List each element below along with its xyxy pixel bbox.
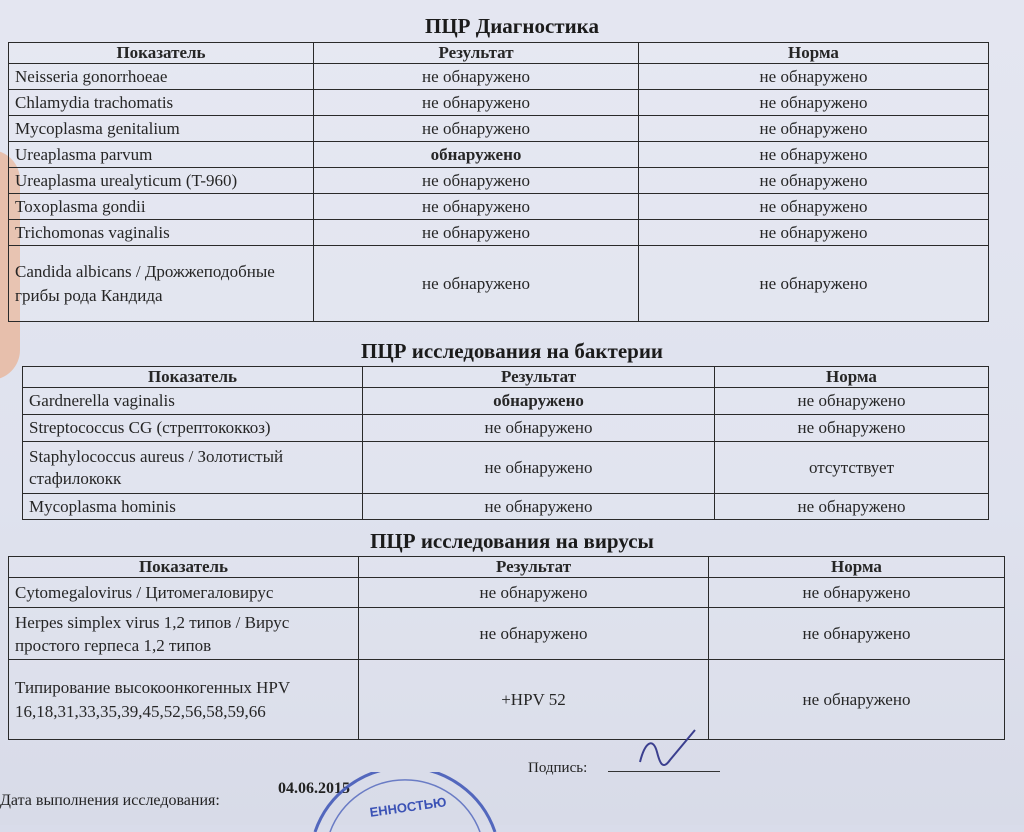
result-value-positive: +HPV 52: [359, 660, 709, 740]
signature-label: Подпись:: [528, 760, 588, 776]
norm-value: не обнаружено: [715, 388, 989, 415]
indicator-name: Mycoplasma hominis: [23, 494, 363, 520]
result-value: не обнаружено: [363, 494, 715, 520]
result-value-positive: обнаружено: [363, 388, 715, 415]
result-value: не обнаружено: [359, 608, 709, 660]
table-viruses: [8, 556, 1005, 740]
result-value: не обнаружено: [314, 220, 639, 246]
column-header-norm: Норма: [709, 557, 1005, 578]
result-value: не обнаружено: [314, 246, 639, 322]
table-row: [9, 608, 1005, 660]
norm-value: не обнаружено: [639, 142, 989, 168]
column-header-indicator: Показатель: [9, 557, 359, 578]
result-value: не обнаружено: [359, 578, 709, 608]
indicator-name: Gardnerella vaginalis: [23, 388, 363, 415]
table-row: [9, 578, 1005, 608]
indicator-name: Cytomegalovirus / Цитомегаловирус: [9, 578, 359, 608]
stamp-seal: [305, 772, 505, 832]
column-header-norm: Норма: [639, 43, 989, 64]
stamp-text: ЕННОСТЬЮ: [368, 794, 448, 820]
table-pcr-diagnostics: [8, 42, 989, 322]
table-header-row: [9, 43, 989, 64]
table-row: [9, 64, 989, 90]
indicator-name: Neisseria gonorrhoeae: [9, 64, 314, 90]
indicator-name: Herpes simplex virus 1,2 типов / Вирус простого герпеса 1,2 типов: [9, 608, 359, 660]
indicator-name: Candida albicans / Дрожжеподобные грибы рода Кандида: [9, 246, 314, 322]
table-row: [9, 90, 989, 116]
norm-value: не обнаружено: [715, 415, 989, 442]
table-row: [9, 142, 989, 168]
norm-value: не обнаружено: [639, 220, 989, 246]
norm-value: не обнаружено: [639, 246, 989, 322]
table-row: [9, 660, 1005, 740]
table-row: [9, 246, 989, 322]
table-bacteria: [22, 366, 989, 520]
indicator-name: Staphylococcus aureus / Золотистый стафилококк: [23, 442, 363, 494]
norm-value: не обнаружено: [709, 660, 1005, 740]
indicator-name: Ureaplasma parvum: [9, 142, 314, 168]
result-value-positive: обнаружено: [314, 142, 639, 168]
indicator-name: Trichomonas vaginalis: [9, 220, 314, 246]
indicator-name: Типирование высокоонкогенных HPV 16,18,31,33,35,39,45,52,56,58,59,66: [9, 660, 359, 740]
norm-value: не обнаружено: [639, 64, 989, 90]
section-title-viruses: ПЦР исследования на вирусы: [370, 529, 654, 553]
norm-value: не обнаружено: [709, 578, 1005, 608]
date-value: 04.06.2015: [278, 780, 350, 797]
norm-value: отсутствует: [715, 442, 989, 494]
table-row: [23, 494, 989, 520]
result-value: не обнаружено: [363, 442, 715, 494]
norm-value: не обнаружено: [639, 194, 989, 220]
result-value: не обнаружено: [314, 64, 639, 90]
result-value: не обнаружено: [363, 415, 715, 442]
norm-value: не обнаружено: [715, 494, 989, 520]
norm-value: не обнаружено: [639, 168, 989, 194]
table-row: [23, 415, 989, 442]
column-header-result: Результат: [363, 367, 715, 388]
norm-value: не обнаружено: [709, 608, 1005, 660]
handwritten-signature: [635, 722, 725, 777]
table-header-row: [23, 367, 989, 388]
result-value: не обнаружено: [314, 90, 639, 116]
table-row: [23, 388, 989, 415]
indicator-name: Ureaplasma urealyticum (T-960): [9, 168, 314, 194]
date-label: Дата выполнения исследования:: [0, 792, 220, 809]
table-row: [9, 116, 989, 142]
indicator-name: Streptococcus CG (стрептококкоз): [23, 415, 363, 442]
result-value: не обнаружено: [314, 168, 639, 194]
column-header-norm: Норма: [715, 367, 989, 388]
indicator-name: Mycoplasma genitalium: [9, 116, 314, 142]
table-header-row: [9, 557, 1005, 578]
indicator-name: Chlamydia trachomatis: [9, 90, 314, 116]
result-value: не обнаружено: [314, 116, 639, 142]
table-row: [9, 220, 989, 246]
indicator-name: Toxoplasma gondii: [9, 194, 314, 220]
column-header-result: Результат: [314, 43, 639, 64]
column-header-indicator: Показатель: [9, 43, 314, 64]
column-header-indicator: Показатель: [23, 367, 363, 388]
table-row: [9, 194, 989, 220]
result-value: не обнаружено: [314, 194, 639, 220]
section-title-bacteria: ПЦР исследования на бактерии: [360, 339, 664, 363]
table-row: [9, 168, 989, 194]
section-title-pcr-diagnostics: ПЦР Диагностика: [425, 14, 599, 38]
table-row: [23, 442, 989, 494]
norm-value: не обнаружено: [639, 116, 989, 142]
column-header-result: Результат: [359, 557, 709, 578]
norm-value: не обнаружено: [639, 90, 989, 116]
